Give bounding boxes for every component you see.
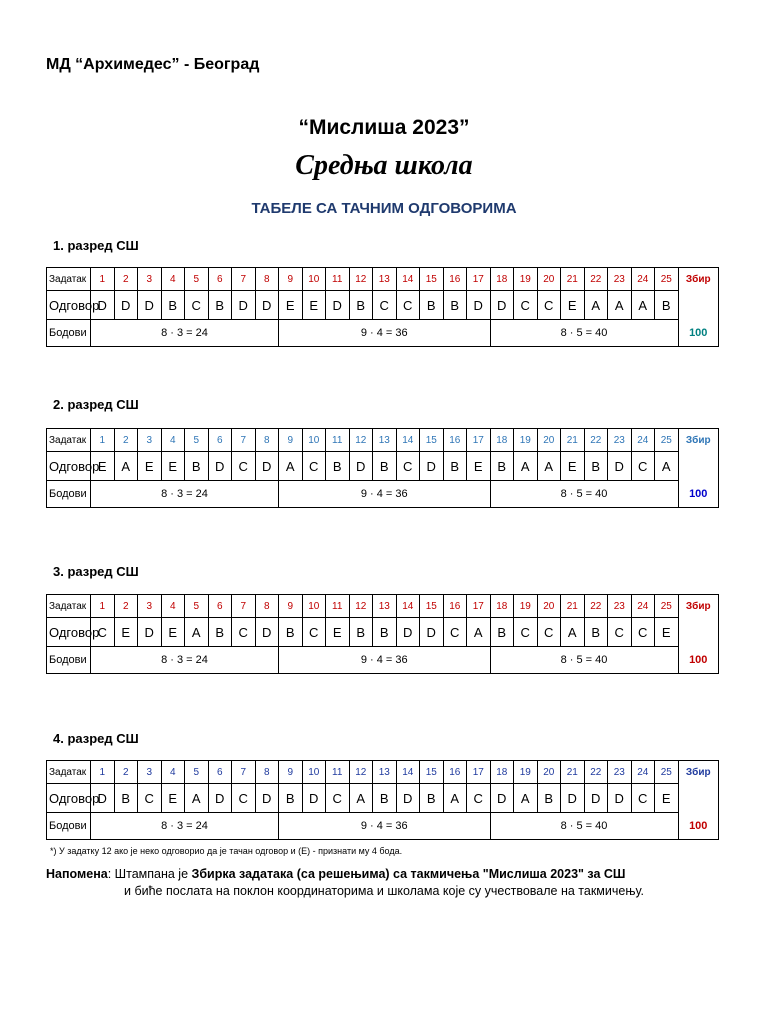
task-number: 15 xyxy=(420,268,444,291)
answer-cell: C xyxy=(396,452,420,481)
task-number: 24 xyxy=(631,429,655,452)
empty-cell xyxy=(678,784,719,813)
answer-cell: C xyxy=(232,784,256,813)
answer-cell: A xyxy=(114,452,138,481)
answer-cell: D xyxy=(584,784,608,813)
row-label-task: Задатак xyxy=(47,761,91,784)
answer-cell: E xyxy=(302,291,326,320)
task-number: 17 xyxy=(467,595,491,618)
answer-cell: C xyxy=(232,452,256,481)
answer-cell: D xyxy=(208,784,232,813)
answer-cell: C xyxy=(443,618,467,647)
answer-cell: D xyxy=(91,784,115,813)
answer-cell: B xyxy=(420,784,444,813)
task-number: 7 xyxy=(232,429,256,452)
row-label-points: Бодови xyxy=(47,481,91,508)
answer-cell: A xyxy=(467,618,491,647)
task-number: 14 xyxy=(396,429,420,452)
task-number: 15 xyxy=(420,761,444,784)
total-points: 100 xyxy=(678,481,719,508)
answer-cell: A xyxy=(185,784,209,813)
task-number: 5 xyxy=(185,268,209,291)
task-number: 19 xyxy=(514,595,538,618)
points-group: 8 · 3 = 24 xyxy=(91,481,279,508)
answer-cell: A xyxy=(537,452,561,481)
task-number: 1 xyxy=(91,761,115,784)
answer-cell: B xyxy=(161,291,185,320)
task-number: 9 xyxy=(279,268,303,291)
remark-label: Напомена xyxy=(46,867,108,881)
answer-cell: D xyxy=(255,291,279,320)
task-number: 25 xyxy=(655,761,679,784)
points-group: 8 · 3 = 24 xyxy=(91,320,279,347)
row-label-task: Задатак xyxy=(47,595,91,618)
task-number: 21 xyxy=(561,268,585,291)
answer-cell: D xyxy=(255,618,279,647)
task-number: 1 xyxy=(91,595,115,618)
points-group: 8 · 5 = 40 xyxy=(490,813,678,840)
row-label-answer: Одговор xyxy=(47,291,91,320)
points-row xyxy=(47,647,719,674)
answer-cell: A xyxy=(185,618,209,647)
answer-cell: B xyxy=(208,291,232,320)
task-number: 12 xyxy=(349,761,373,784)
answer-cell: D xyxy=(326,291,350,320)
answer-cell: A xyxy=(514,784,538,813)
answer-cell: E xyxy=(161,784,185,813)
answer-cell: D xyxy=(608,784,632,813)
answer-cell: E xyxy=(655,784,679,813)
task-number: 23 xyxy=(608,595,632,618)
answer-cell: E xyxy=(279,291,303,320)
points-group: 8 · 5 = 40 xyxy=(490,320,678,347)
answer-cell: C xyxy=(514,618,538,647)
empty-cell xyxy=(678,618,719,647)
task-number: 13 xyxy=(373,429,397,452)
remark-bold: Збирка задатака (са решењима) са такмичења "Мислиша 2023" за СШ xyxy=(191,867,626,881)
task-number: 4 xyxy=(161,595,185,618)
answer-cell: B xyxy=(185,452,209,481)
remark xyxy=(46,866,644,900)
answer-cell: B xyxy=(420,291,444,320)
answer-cell: B xyxy=(373,452,397,481)
task-number: 7 xyxy=(232,761,256,784)
grade-title: 3. разред СШ xyxy=(53,564,139,579)
answer-cell: C xyxy=(608,618,632,647)
task-number: 21 xyxy=(561,429,585,452)
task-number: 13 xyxy=(373,761,397,784)
task-number: 16 xyxy=(443,761,467,784)
task-number: 20 xyxy=(537,268,561,291)
sum-label: Збир xyxy=(678,268,719,291)
grade-title: 2. разред СШ xyxy=(53,397,139,412)
task-number: 6 xyxy=(208,429,232,452)
answer-cell: E xyxy=(655,618,679,647)
answer-cell: E xyxy=(326,618,350,647)
task-number: 20 xyxy=(537,429,561,452)
points-row xyxy=(47,813,719,840)
sum-label: Збир xyxy=(678,761,719,784)
answer-cell: C xyxy=(138,784,162,813)
task-number: 9 xyxy=(279,595,303,618)
answer-cell: D xyxy=(302,784,326,813)
answer-cell: B xyxy=(279,618,303,647)
answer-cell: C xyxy=(631,784,655,813)
task-number: 16 xyxy=(443,268,467,291)
remark-separator: : xyxy=(107,867,115,881)
task-number: 3 xyxy=(138,429,162,452)
task-number: 17 xyxy=(467,429,491,452)
task-number: 15 xyxy=(420,429,444,452)
task-number: 13 xyxy=(373,595,397,618)
points-row xyxy=(47,481,719,508)
task-number: 10 xyxy=(302,595,326,618)
answer-cell: B xyxy=(326,452,350,481)
answer-cell: B xyxy=(537,784,561,813)
task-number: 6 xyxy=(208,595,232,618)
answer-cell: A xyxy=(608,291,632,320)
task-number: 22 xyxy=(584,429,608,452)
answer-cell: E xyxy=(561,452,585,481)
task-number: 23 xyxy=(608,429,632,452)
grade-title: 4. разред СШ xyxy=(53,731,139,746)
number-row xyxy=(47,429,719,452)
task-number: 2 xyxy=(114,429,138,452)
task-number: 3 xyxy=(138,761,162,784)
answer-cell: B xyxy=(584,452,608,481)
answer-table xyxy=(46,760,719,840)
answer-cell: C xyxy=(185,291,209,320)
answer-cell: C xyxy=(537,291,561,320)
task-number: 18 xyxy=(490,268,514,291)
answer-cell: B xyxy=(443,291,467,320)
answer-cell: D xyxy=(420,452,444,481)
task-number: 6 xyxy=(208,761,232,784)
task-number: 11 xyxy=(326,761,350,784)
task-number: 1 xyxy=(91,268,115,291)
empty-cell xyxy=(678,291,719,320)
answer-row xyxy=(47,618,719,647)
answer-cell: D xyxy=(255,784,279,813)
sum-label: Збир xyxy=(678,429,719,452)
row-label-task: Задатак xyxy=(47,429,91,452)
task-number: 9 xyxy=(279,429,303,452)
answer-cell: C xyxy=(467,784,491,813)
points-group: 8 · 5 = 40 xyxy=(490,481,678,508)
task-number: 21 xyxy=(561,761,585,784)
task-number: 18 xyxy=(490,429,514,452)
task-number: 12 xyxy=(349,268,373,291)
task-number: 20 xyxy=(537,595,561,618)
task-number: 4 xyxy=(161,761,185,784)
answer-cell: D xyxy=(138,291,162,320)
answer-cell: D xyxy=(396,784,420,813)
answer-cell: C xyxy=(91,618,115,647)
task-number: 23 xyxy=(608,268,632,291)
task-number: 8 xyxy=(255,429,279,452)
org-name: МД “Архимедес” - Београд xyxy=(46,56,260,73)
task-number: 2 xyxy=(114,268,138,291)
task-number: 3 xyxy=(138,595,162,618)
answer-cell: C xyxy=(302,452,326,481)
points-group: 9 · 4 = 36 xyxy=(279,813,491,840)
task-number: 5 xyxy=(185,595,209,618)
answer-cell: B xyxy=(655,291,679,320)
task-number: 16 xyxy=(443,429,467,452)
answer-cell: D xyxy=(232,291,256,320)
task-number: 18 xyxy=(490,761,514,784)
page-subtitle: Средња школа xyxy=(295,150,473,181)
task-number: 24 xyxy=(631,595,655,618)
total-points: 100 xyxy=(678,320,719,347)
answer-cell: C xyxy=(326,784,350,813)
footnote: *) У задатку 12 ако је неко одговорио да је тачан одговор и (Е) - признати му 4 бода. xyxy=(50,846,403,856)
answer-cell: E xyxy=(161,618,185,647)
answer-cell: B xyxy=(490,452,514,481)
answer-cell: B xyxy=(373,784,397,813)
task-number: 5 xyxy=(185,429,209,452)
points-group: 9 · 4 = 36 xyxy=(279,320,491,347)
row-label-task: Задатак xyxy=(47,268,91,291)
page-title: “Мислиша 2023” xyxy=(298,116,470,139)
answer-cell: B xyxy=(349,618,373,647)
task-number: 22 xyxy=(584,761,608,784)
task-number: 18 xyxy=(490,595,514,618)
task-number: 25 xyxy=(655,429,679,452)
answer-table xyxy=(46,428,719,508)
answer-cell: D xyxy=(467,291,491,320)
answer-cell: B xyxy=(584,618,608,647)
total-points: 100 xyxy=(678,813,719,840)
task-number: 19 xyxy=(514,429,538,452)
task-number: 1 xyxy=(91,429,115,452)
answer-cell: C xyxy=(631,452,655,481)
task-number: 23 xyxy=(608,761,632,784)
task-number: 22 xyxy=(584,595,608,618)
task-number: 8 xyxy=(255,761,279,784)
answer-cell: A xyxy=(443,784,467,813)
task-number: 13 xyxy=(373,268,397,291)
answer-row xyxy=(47,784,719,813)
answer-cell: A xyxy=(349,784,373,813)
number-row xyxy=(47,595,719,618)
task-number: 2 xyxy=(114,595,138,618)
task-number: 14 xyxy=(396,268,420,291)
answer-cell: D xyxy=(114,291,138,320)
task-number: 19 xyxy=(514,761,538,784)
task-number: 10 xyxy=(302,761,326,784)
points-group: 9 · 4 = 36 xyxy=(279,647,491,674)
answer-cell: B xyxy=(208,618,232,647)
answer-cell: D xyxy=(396,618,420,647)
answer-cell: D xyxy=(91,291,115,320)
task-number: 10 xyxy=(302,268,326,291)
answer-cell: A xyxy=(655,452,679,481)
empty-cell xyxy=(678,452,719,481)
task-number: 9 xyxy=(279,761,303,784)
row-label-answer: Одговор xyxy=(47,452,91,481)
section-heading: ТАБЕЛЕ СА ТАЧНИМ ОДГОВОРИМА xyxy=(251,200,517,217)
row-label-points: Бодови xyxy=(47,647,91,674)
task-number: 16 xyxy=(443,595,467,618)
task-number: 3 xyxy=(138,268,162,291)
task-number: 7 xyxy=(232,268,256,291)
answer-cell: A xyxy=(561,618,585,647)
task-number: 4 xyxy=(161,429,185,452)
task-number: 15 xyxy=(420,595,444,618)
answer-cell: C xyxy=(373,291,397,320)
answer-table xyxy=(46,267,719,347)
answer-row xyxy=(47,452,719,481)
task-number: 19 xyxy=(514,268,538,291)
answer-cell: C xyxy=(514,291,538,320)
points-group: 8 · 3 = 24 xyxy=(91,647,279,674)
points-group: 8 · 5 = 40 xyxy=(490,647,678,674)
answer-cell: D xyxy=(490,291,514,320)
task-number: 12 xyxy=(349,429,373,452)
answer-cell: E xyxy=(467,452,491,481)
answer-cell: D xyxy=(138,618,162,647)
task-number: 20 xyxy=(537,761,561,784)
task-number: 24 xyxy=(631,268,655,291)
answer-cell: E xyxy=(114,618,138,647)
answer-cell: E xyxy=(138,452,162,481)
task-number: 8 xyxy=(255,595,279,618)
answer-cell: E xyxy=(561,291,585,320)
row-label-answer: Одговор xyxy=(47,784,91,813)
row-label-answer: Одговор xyxy=(47,618,91,647)
task-number: 25 xyxy=(655,268,679,291)
remark-text: Штампана је xyxy=(114,867,192,881)
answer-cell: C xyxy=(537,618,561,647)
answer-cell: E xyxy=(161,452,185,481)
task-number: 14 xyxy=(396,595,420,618)
total-points: 100 xyxy=(678,647,719,674)
number-row xyxy=(47,761,719,784)
task-number: 25 xyxy=(655,595,679,618)
answer-cell: C xyxy=(631,618,655,647)
task-number: 11 xyxy=(326,429,350,452)
answer-cell: B xyxy=(443,452,467,481)
row-label-points: Бодови xyxy=(47,320,91,347)
answer-cell: B xyxy=(490,618,514,647)
answer-table xyxy=(46,594,719,674)
sum-label: Збир xyxy=(678,595,719,618)
answer-cell: C xyxy=(232,618,256,647)
task-number: 17 xyxy=(467,761,491,784)
answer-cell: A xyxy=(279,452,303,481)
answer-cell: C xyxy=(396,291,420,320)
answer-cell: D xyxy=(490,784,514,813)
task-number: 14 xyxy=(396,761,420,784)
answer-cell: A xyxy=(631,291,655,320)
answer-cell: E xyxy=(91,452,115,481)
points-group: 9 · 4 = 36 xyxy=(279,481,491,508)
answer-cell: D xyxy=(608,452,632,481)
points-row xyxy=(47,320,719,347)
points-group: 8 · 3 = 24 xyxy=(91,813,279,840)
remark-text-2: и биће послата на поклон координаторима и школама које су учествовале на такмичењу. xyxy=(124,884,644,898)
number-row xyxy=(47,268,719,291)
task-number: 17 xyxy=(467,268,491,291)
answer-cell: B xyxy=(373,618,397,647)
task-number: 12 xyxy=(349,595,373,618)
answer-cell: A xyxy=(514,452,538,481)
row-label-points: Бодови xyxy=(47,813,91,840)
task-number: 22 xyxy=(584,268,608,291)
answer-cell: B xyxy=(114,784,138,813)
answer-cell: B xyxy=(349,291,373,320)
task-number: 24 xyxy=(631,761,655,784)
answer-cell: C xyxy=(302,618,326,647)
answer-cell: D xyxy=(208,452,232,481)
answer-cell: D xyxy=(349,452,373,481)
task-number: 8 xyxy=(255,268,279,291)
task-number: 4 xyxy=(161,268,185,291)
task-number: 6 xyxy=(208,268,232,291)
task-number: 7 xyxy=(232,595,256,618)
grade-title: 1. разред СШ xyxy=(53,238,139,253)
answer-cell: B xyxy=(279,784,303,813)
answer-cell: D xyxy=(255,452,279,481)
task-number: 10 xyxy=(302,429,326,452)
task-number: 11 xyxy=(326,595,350,618)
task-number: 2 xyxy=(114,761,138,784)
answer-cell: D xyxy=(561,784,585,813)
answer-cell: A xyxy=(584,291,608,320)
task-number: 11 xyxy=(326,268,350,291)
answer-cell: D xyxy=(420,618,444,647)
task-number: 5 xyxy=(185,761,209,784)
task-number: 21 xyxy=(561,595,585,618)
answer-row xyxy=(47,291,719,320)
